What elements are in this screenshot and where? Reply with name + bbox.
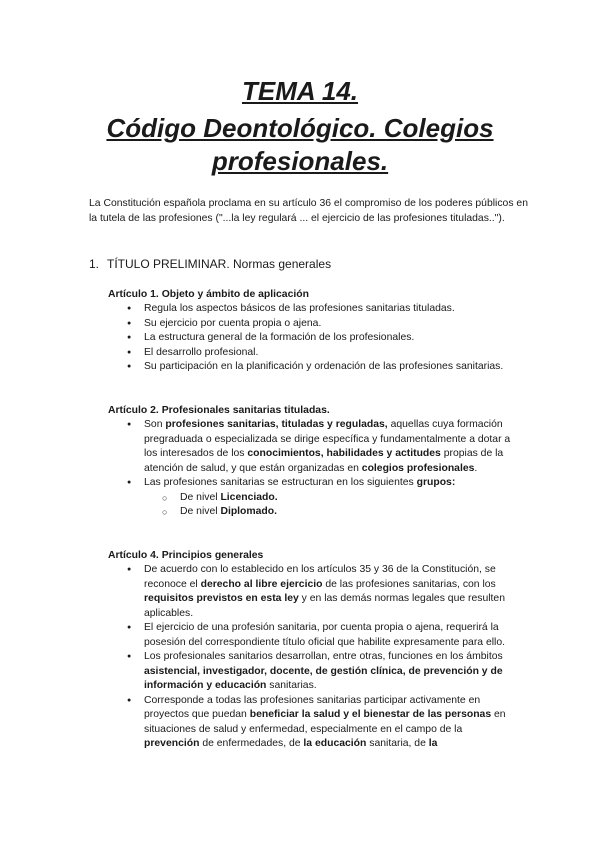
article-1-title: Artículo 1. Objeto y ámbito de aplicación bbox=[108, 289, 309, 300]
article-4-list bbox=[108, 563, 518, 752]
list-item: ● Su participación en la planificación y ordenación de las profesiones sanitarias. bbox=[108, 360, 518, 375]
section-number: 1. bbox=[89, 257, 100, 271]
article-4-title: Artículo 4. Principios generales bbox=[108, 550, 264, 561]
sublist-item: ○ De nivel Diplomado. bbox=[144, 505, 518, 520]
article-1-list bbox=[108, 302, 518, 375]
page-title-line-1: Código Deontológico. Colegios bbox=[106, 113, 494, 143]
page-title-topic: TEMA 14. bbox=[241, 76, 359, 106]
article-2-title: Artículo 2. Profesionales sanitarias tituladas. bbox=[108, 405, 330, 416]
list-item: ● Son profesiones sanitarias, tituladas y reguladas, aquellas cuya formación pregraduada o especializada se dirige específica y fundamentalmente a dotar a los interesados de los conocimientos, habilidades y actitudes propias de la atención de salud, y que están organizadas en colegios profesionales. bbox=[108, 418, 518, 476]
section-heading bbox=[89, 256, 331, 272]
groups-sublist bbox=[144, 491, 518, 520]
section-label: TÍTULO PRELIMINAR. Normas generales bbox=[107, 257, 332, 271]
list-item: ● Regula los aspectos básicos de las profesiones sanitarias tituladas. bbox=[108, 302, 518, 317]
article-2-list bbox=[108, 418, 518, 520]
list-item: ● Los profesionales sanitarios desarrollan, entre otras, funciones en los ámbitos asistencial, investigador, docente, de gestión clínica, de prevención y de información y educación sanitarias. bbox=[108, 650, 518, 694]
list-item: ● La estructura general de la formación de los profesionales. bbox=[108, 331, 518, 346]
list-item: ● Las profesiones sanitarias se estructuran en los siguientes grupos: ○ De nivel Licenciado. ○ De nivel Diplomado. bbox=[108, 476, 518, 520]
intro-paragraph: La Constitución española proclama en su artículo 36 el compromiso de los poderes públicos en la tutela de las profesiones ("...la ley regulará ... el ejercicio de las profesiones tituladas.."). bbox=[89, 198, 528, 224]
list-item: ● El ejercicio de una profesión sanitaria, por cuenta propia o ajena, requerirá la posesión del correspondiente título oficial que habilite expresamente para ello. bbox=[108, 621, 518, 650]
list-item: ● De acuerdo con lo establecido en los artículos 35 y 36 de la Constitución, se reconoce el derecho al libre ejercicio de las profesiones sanitarias, con los requisitos previstos en esta ley y en las demás normas legales que resulten aplicables. bbox=[108, 563, 518, 621]
list-item: ● Su ejercicio por cuenta propia o ajena. bbox=[108, 317, 518, 332]
page-title-line-2: profesionales. bbox=[211, 146, 389, 176]
list-item: ● El desarrollo profesional. bbox=[108, 346, 518, 361]
list-item: ● Corresponde a todas las profesiones sanitarias participar activamente en proyectos que puedan beneficiar la salud y el bienestar de las personas en situaciones de salud y enfermedad, especialmente en el campo de la prevención de enfermedades, de la educación sanitaria, de la bbox=[108, 694, 518, 752]
sublist-item: ○ De nivel Licenciado. bbox=[144, 491, 518, 506]
